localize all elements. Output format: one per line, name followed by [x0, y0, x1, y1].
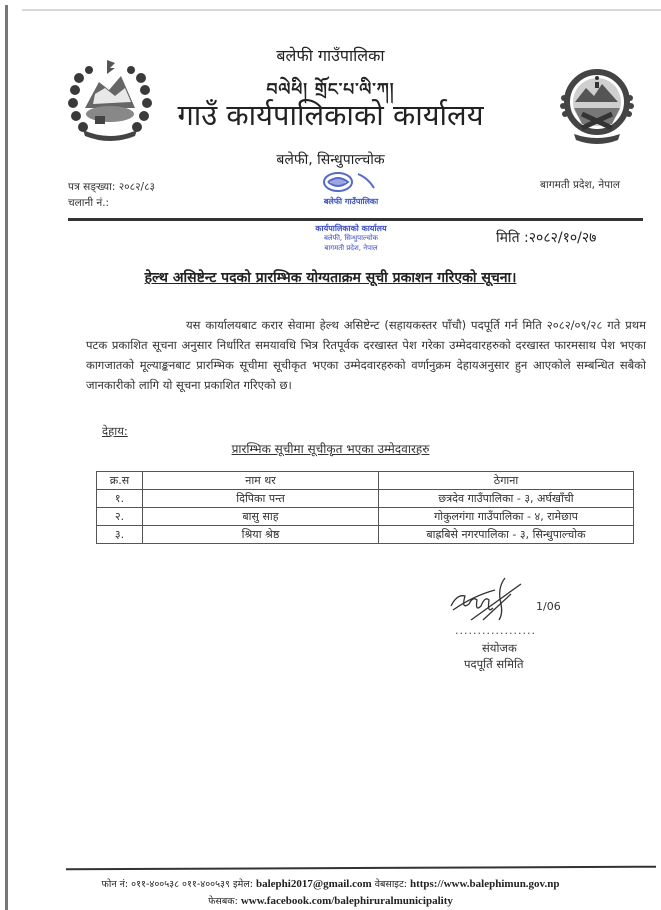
table-row: [97, 508, 634, 526]
row-address: छत्रदेव गाउँपालिका - ३, अर्घखाँची: [379, 490, 634, 508]
dispatch-number-label: चलानी नं.:: [68, 197, 110, 209]
candidate-table-title: प्रारम्भिक सूचीमा सूचीकृत भएका उम्मेदवारहरु: [231, 442, 430, 456]
phone-numbers: ०११-४००५३८ ०११-४००५३९: [131, 879, 230, 890]
row-serial: १.: [97, 490, 143, 508]
header-address: ठेगाना: [379, 472, 634, 490]
row-name: बासु साह: [143, 508, 379, 526]
signature-date: 1/06: [536, 600, 561, 613]
website-link[interactable]: https://www.balephimun.gov.np: [409, 878, 560, 890]
stamp-line-4: बागमती प्रदेश, नेपाल: [324, 244, 378, 252]
facebook-label: फेसबक:: [208, 896, 238, 907]
scan-top-edge: [22, 9, 661, 11]
candidate-table: [96, 471, 634, 544]
scan-page-edge: [5, 5, 8, 910]
signatory-committee: पदपूर्ति समिति: [464, 657, 524, 671]
stamp-line-1: बलेफी गाउँपालिका: [323, 197, 379, 206]
row-serial: ३.: [97, 526, 143, 544]
date-value: २०८२/१०/२७: [528, 230, 597, 246]
municipality-name: बलेफी गाउँपालिका: [276, 46, 385, 65]
notice-body: यस कार्यालयबाट करार सेवामा हेल्थ असिष्टेन्ट (सहायकस्तर पाँचौ) पदपूर्ति गर्न मिति २०८२/०९/२८ गते प्रथम पटक प्रकाशित सूचना अनुसार निर्धारित समयावधि भित्र रितपूर्वक दरखास्त पेश गरेका उम्मेदवारहरुको दरखास्त फारमसाथ पेश भएका कागजातको मूल्याङ्कनबाट प्रारम्भिक सूचीमा सूचीकृत भएका उम्मेदवारहरुको वर्णानुक्रम देहायअनुसार हुन आएकोले सम्बन्धित सबैको जानकारीको लागि यो सूचना प्रकाशित गरिएको छ।: [86, 318, 646, 392]
row-address: गोकुलगंगा गाउँपालिका - ४, रामेछाप: [379, 508, 634, 526]
row-serial: २.: [97, 508, 143, 526]
row-address: बाह्रबिसे नगरपालिका - ३, सिन्धुपाल्चोक: [379, 526, 634, 544]
notice-subject-text: हेल्थ असिष्टेन्ट पदको प्रारम्भिक योग्यताक्रम सूची प्रकाशन गरिएको सूचना।: [144, 270, 517, 286]
row-name: श्रिया श्रेष्ठ: [143, 526, 379, 544]
municipality-logo-icon: [560, 58, 635, 148]
dispatch-number: [68, 196, 109, 210]
letter-number-value: २०८२/८३: [118, 181, 156, 193]
row-name: दिपिका पन्त: [143, 490, 379, 508]
table-row: [97, 490, 634, 508]
province: बागमती प्रदेश, नेपाल: [540, 179, 620, 191]
notice-subject: [0, 268, 661, 287]
handwritten-signature-icon: [445, 576, 535, 622]
header-serial: क्र.स: [97, 472, 143, 490]
signatory-title: संयोजक: [482, 641, 517, 655]
phone-label: फोन नं:: [101, 879, 129, 890]
office-location: बलेफी, सिन्धुपाल्चोक: [276, 152, 385, 168]
footer-divider: [66, 866, 656, 871]
office-title: गाउँ कार्यपालिकाको कार्यालय: [177, 98, 484, 132]
municipality-name-tibetan: བལེཕི། གྲོང་པ་ལི་ཀ།: [266, 80, 395, 100]
header-name: नाम थर: [143, 472, 379, 490]
table-row: [97, 526, 634, 544]
email-link[interactable]: balephi2017@gmail.com: [256, 878, 372, 890]
stamp-line-2: कार्यपालिकाको कार्यालय: [315, 224, 387, 233]
letter-number-label: पत्र सङ्ख्या:: [68, 181, 116, 193]
email-label: इमेल:: [232, 879, 253, 890]
facebook-link[interactable]: www.facebook.com/balephiruralmunicipality: [240, 895, 453, 907]
footer-social: [0, 894, 661, 907]
date-label: मिति :: [496, 230, 529, 246]
footer-contact: [0, 877, 661, 890]
signature-line: ..................: [455, 624, 536, 637]
annex-label: देहाय:: [102, 424, 128, 438]
table-header-row: [97, 472, 634, 490]
stamp-line-3: बलेफी, सिन्धुपाल्चोक: [323, 234, 379, 242]
website-label: वेबसाइट:: [374, 879, 407, 890]
letter-number: [68, 180, 155, 194]
issue-date: [496, 228, 596, 247]
